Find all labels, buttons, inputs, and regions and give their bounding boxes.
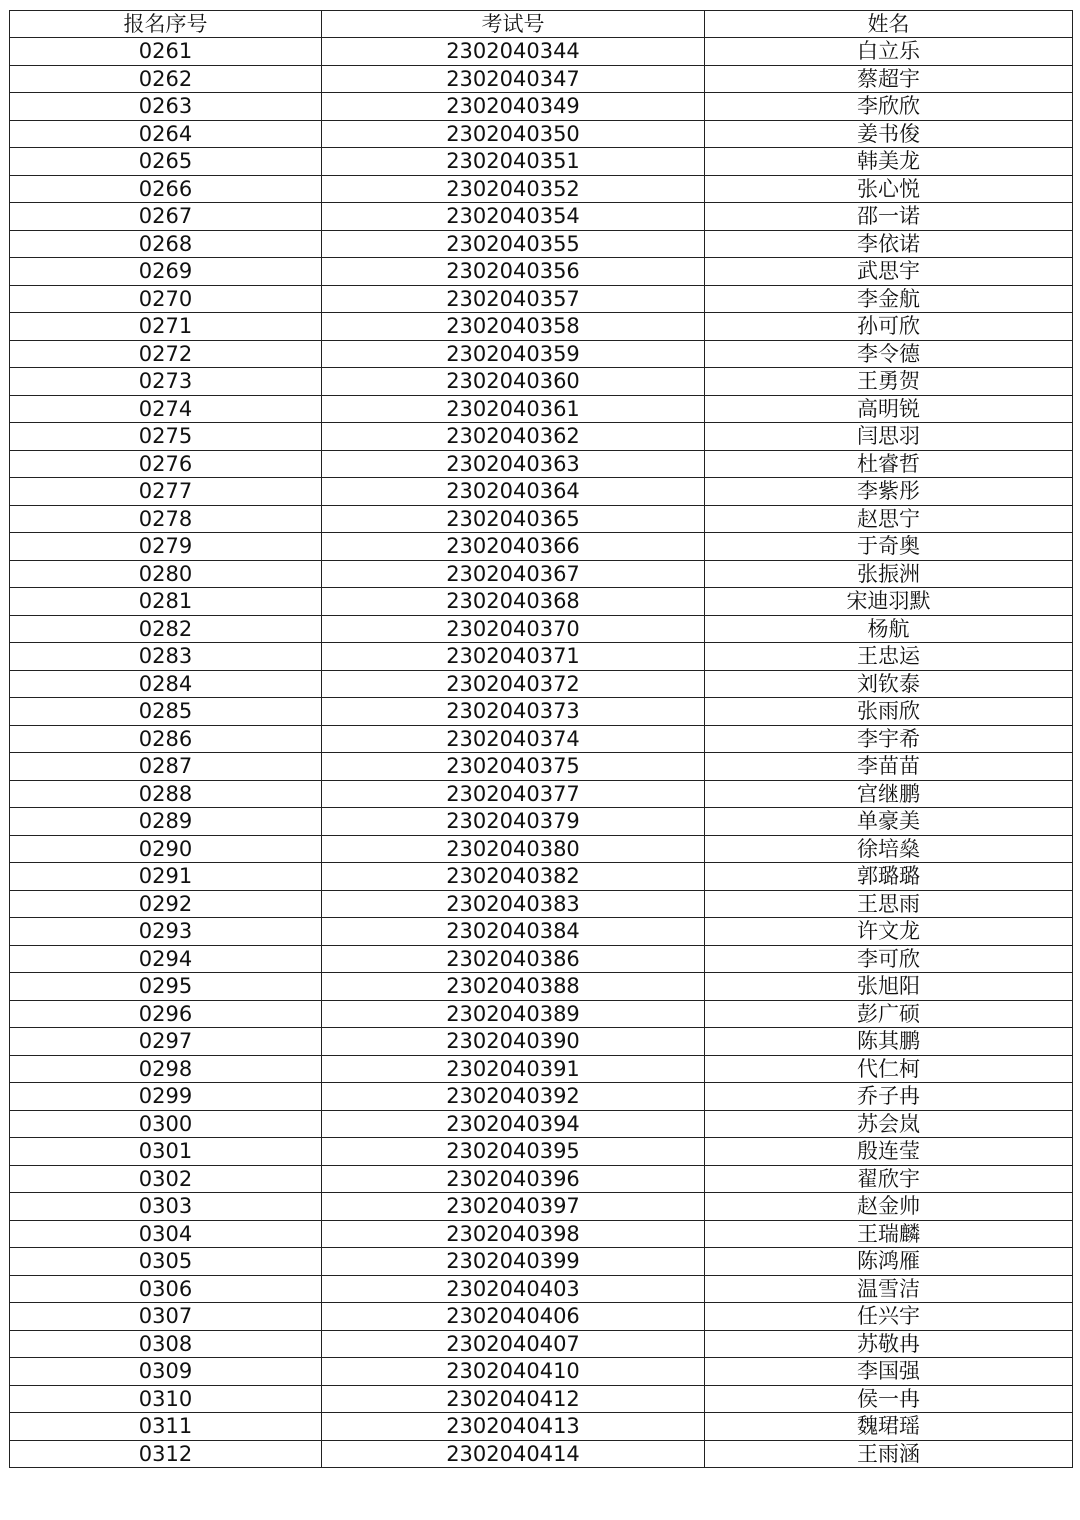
table-row — [10, 368, 1073, 396]
cell-name: 乔子冉 — [705, 1083, 1073, 1111]
table-row — [10, 1413, 1073, 1441]
table-row — [10, 945, 1073, 973]
table-row — [10, 1055, 1073, 1083]
table-row — [10, 313, 1073, 341]
table-row — [10, 1000, 1073, 1028]
cell-exam-number: 2302040398 — [322, 1220, 705, 1248]
cell-name: 王忠运 — [705, 643, 1073, 671]
column-header-name: 姓名 — [705, 11, 1073, 38]
table-row — [10, 65, 1073, 93]
cell-exam-number: 2302040363 — [322, 450, 705, 478]
cell-registration-number: 0287 — [10, 753, 322, 781]
cell-exam-number: 2302040403 — [322, 1275, 705, 1303]
cell-exam-number: 2302040384 — [322, 918, 705, 946]
cell-exam-number: 2302040377 — [322, 780, 705, 808]
cell-name: 陈其鹏 — [705, 1028, 1073, 1056]
cell-registration-number: 0307 — [10, 1303, 322, 1331]
cell-registration-number: 0306 — [10, 1275, 322, 1303]
cell-name: 李紫彤 — [705, 478, 1073, 506]
cell-exam-number: 2302040350 — [322, 120, 705, 148]
cell-name: 宫继鹏 — [705, 780, 1073, 808]
cell-exam-number: 2302040367 — [322, 560, 705, 588]
cell-exam-number: 2302040374 — [322, 725, 705, 753]
cell-exam-number: 2302040414 — [322, 1440, 705, 1468]
cell-registration-number: 0299 — [10, 1083, 322, 1111]
cell-registration-number: 0278 — [10, 505, 322, 533]
cell-registration-number: 0304 — [10, 1220, 322, 1248]
cell-exam-number: 2302040365 — [322, 505, 705, 533]
cell-name: 李苗苗 — [705, 753, 1073, 781]
cell-name: 闫思羽 — [705, 423, 1073, 451]
cell-name: 邵一诺 — [705, 203, 1073, 231]
cell-name: 高明锐 — [705, 395, 1073, 423]
cell-registration-number: 0293 — [10, 918, 322, 946]
table-row — [10, 753, 1073, 781]
cell-name: 李欣欣 — [705, 93, 1073, 121]
table-row — [10, 1275, 1073, 1303]
cell-exam-number: 2302040355 — [322, 230, 705, 258]
cell-name: 李可欣 — [705, 945, 1073, 973]
cell-name: 于奇奥 — [705, 533, 1073, 561]
table-row — [10, 1330, 1073, 1358]
cell-exam-number: 2302040351 — [322, 148, 705, 176]
cell-name: 张雨欣 — [705, 698, 1073, 726]
cell-registration-number: 0273 — [10, 368, 322, 396]
table-row — [10, 533, 1073, 561]
cell-name: 侯一冉 — [705, 1385, 1073, 1413]
table-row — [10, 93, 1073, 121]
cell-name: 徐培燊 — [705, 835, 1073, 863]
cell-name: 翟欣宇 — [705, 1165, 1073, 1193]
table-row — [10, 835, 1073, 863]
cell-registration-number: 0291 — [10, 863, 322, 891]
cell-registration-number: 0312 — [10, 1440, 322, 1468]
cell-name: 赵思宁 — [705, 505, 1073, 533]
cell-registration-number: 0296 — [10, 1000, 322, 1028]
cell-registration-number: 0280 — [10, 560, 322, 588]
cell-exam-number: 2302040389 — [322, 1000, 705, 1028]
cell-registration-number: 0301 — [10, 1138, 322, 1166]
cell-registration-number: 0272 — [10, 340, 322, 368]
cell-exam-number: 2302040361 — [322, 395, 705, 423]
cell-exam-number: 2302040396 — [322, 1165, 705, 1193]
cell-name: 苏会岚 — [705, 1110, 1073, 1138]
table-row — [10, 38, 1073, 66]
cell-exam-number: 2302040379 — [322, 808, 705, 836]
cell-registration-number: 0271 — [10, 313, 322, 341]
table-row — [10, 588, 1073, 616]
cell-name: 孙可欣 — [705, 313, 1073, 341]
cell-exam-number: 2302040364 — [322, 478, 705, 506]
cell-registration-number: 0261 — [10, 38, 322, 66]
cell-registration-number: 0285 — [10, 698, 322, 726]
cell-exam-number: 2302040410 — [322, 1358, 705, 1386]
cell-name: 代仁柯 — [705, 1055, 1073, 1083]
table-row — [10, 1165, 1073, 1193]
cell-exam-number: 2302040386 — [322, 945, 705, 973]
cell-name: 张心悦 — [705, 175, 1073, 203]
cell-registration-number: 0298 — [10, 1055, 322, 1083]
cell-exam-number: 2302040388 — [322, 973, 705, 1001]
table-row — [10, 918, 1073, 946]
cell-exam-number: 2302040375 — [322, 753, 705, 781]
cell-exam-number: 2302040407 — [322, 1330, 705, 1358]
cell-name: 韩美龙 — [705, 148, 1073, 176]
cell-name: 李国强 — [705, 1358, 1073, 1386]
cell-exam-number: 2302040360 — [322, 368, 705, 396]
cell-exam-number: 2302040371 — [322, 643, 705, 671]
table-row — [10, 1083, 1073, 1111]
cell-registration-number: 0292 — [10, 890, 322, 918]
cell-exam-number: 2302040391 — [322, 1055, 705, 1083]
cell-name: 李宇希 — [705, 725, 1073, 753]
cell-registration-number: 0310 — [10, 1385, 322, 1413]
table-row — [10, 1028, 1073, 1056]
cell-exam-number: 2302040352 — [322, 175, 705, 203]
cell-registration-number: 0274 — [10, 395, 322, 423]
cell-name: 杜睿哲 — [705, 450, 1073, 478]
table-body — [10, 38, 1073, 1468]
table-row — [10, 1385, 1073, 1413]
cell-exam-number: 2302040347 — [322, 65, 705, 93]
cell-name: 任兴宇 — [705, 1303, 1073, 1331]
table-row — [10, 808, 1073, 836]
column-header-registration-number: 报名序号 — [10, 11, 322, 38]
cell-name: 赵金帅 — [705, 1193, 1073, 1221]
cell-registration-number: 0309 — [10, 1358, 322, 1386]
cell-registration-number: 0262 — [10, 65, 322, 93]
cell-registration-number: 0290 — [10, 835, 322, 863]
cell-name: 彭广硕 — [705, 1000, 1073, 1028]
cell-registration-number: 0266 — [10, 175, 322, 203]
cell-name: 蔡超宇 — [705, 65, 1073, 93]
cell-exam-number: 2302040368 — [322, 588, 705, 616]
cell-registration-number: 0264 — [10, 120, 322, 148]
cell-registration-number: 0295 — [10, 973, 322, 1001]
cell-registration-number: 0284 — [10, 670, 322, 698]
table-row — [10, 1193, 1073, 1221]
cell-name: 武思宇 — [705, 258, 1073, 286]
cell-name: 王瑞麟 — [705, 1220, 1073, 1248]
table-row — [10, 1303, 1073, 1331]
table-row — [10, 505, 1073, 533]
cell-name: 王思雨 — [705, 890, 1073, 918]
cell-registration-number: 0286 — [10, 725, 322, 753]
cell-registration-number: 0308 — [10, 1330, 322, 1358]
table-row — [10, 1138, 1073, 1166]
table-row — [10, 698, 1073, 726]
table-row — [10, 423, 1073, 451]
table-row — [10, 258, 1073, 286]
cell-exam-number: 2302040366 — [322, 533, 705, 561]
cell-registration-number: 0268 — [10, 230, 322, 258]
cell-name: 姜书俊 — [705, 120, 1073, 148]
table-row — [10, 670, 1073, 698]
cell-registration-number: 0294 — [10, 945, 322, 973]
cell-exam-number: 2302040354 — [322, 203, 705, 231]
table-row — [10, 175, 1073, 203]
cell-name: 郭璐璐 — [705, 863, 1073, 891]
cell-registration-number: 0303 — [10, 1193, 322, 1221]
cell-exam-number: 2302040394 — [322, 1110, 705, 1138]
cell-exam-number: 2302040395 — [322, 1138, 705, 1166]
cell-exam-number: 2302040399 — [322, 1248, 705, 1276]
cell-exam-number: 2302040349 — [322, 93, 705, 121]
cell-name: 王雨涵 — [705, 1440, 1073, 1468]
table-row — [10, 973, 1073, 1001]
cell-registration-number: 0305 — [10, 1248, 322, 1276]
table-row — [10, 148, 1073, 176]
cell-registration-number: 0289 — [10, 808, 322, 836]
column-header-exam-number: 考试号 — [322, 11, 705, 38]
table-row — [10, 643, 1073, 671]
cell-registration-number: 0276 — [10, 450, 322, 478]
table-row — [10, 1110, 1073, 1138]
table-row — [10, 230, 1073, 258]
cell-exam-number: 2302040357 — [322, 285, 705, 313]
cell-registration-number: 0269 — [10, 258, 322, 286]
cell-exam-number: 2302040359 — [322, 340, 705, 368]
table-row — [10, 450, 1073, 478]
cell-name: 魏珺瑶 — [705, 1413, 1073, 1441]
cell-registration-number: 0263 — [10, 93, 322, 121]
table-row — [10, 725, 1073, 753]
cell-registration-number: 0302 — [10, 1165, 322, 1193]
cell-registration-number: 0270 — [10, 285, 322, 313]
cell-registration-number: 0279 — [10, 533, 322, 561]
cell-name: 单豪美 — [705, 808, 1073, 836]
cell-exam-number: 2302040380 — [322, 835, 705, 863]
table-row — [10, 780, 1073, 808]
cell-name: 刘钦泰 — [705, 670, 1073, 698]
admission-list-sheet — [9, 10, 1072, 1468]
table-row — [10, 285, 1073, 313]
cell-exam-number: 2302040383 — [322, 890, 705, 918]
cell-name: 李金航 — [705, 285, 1073, 313]
table-row — [10, 478, 1073, 506]
cell-name: 温雪洁 — [705, 1275, 1073, 1303]
table-row — [10, 395, 1073, 423]
cell-registration-number: 0267 — [10, 203, 322, 231]
table-row — [10, 340, 1073, 368]
table-row — [10, 120, 1073, 148]
cell-name: 张旭阳 — [705, 973, 1073, 1001]
cell-name: 许文龙 — [705, 918, 1073, 946]
cell-exam-number: 2302040390 — [322, 1028, 705, 1056]
cell-exam-number: 2302040372 — [322, 670, 705, 698]
table-row — [10, 890, 1073, 918]
cell-exam-number: 2302040373 — [322, 698, 705, 726]
table-row — [10, 1358, 1073, 1386]
table-header-row — [10, 11, 1073, 38]
cell-name: 王勇贺 — [705, 368, 1073, 396]
cell-exam-number: 2302040356 — [322, 258, 705, 286]
cell-registration-number: 0277 — [10, 478, 322, 506]
cell-name: 苏敬冉 — [705, 1330, 1073, 1358]
table-row — [10, 1440, 1073, 1468]
cell-registration-number: 0281 — [10, 588, 322, 616]
cell-exam-number: 2302040362 — [322, 423, 705, 451]
table-row — [10, 203, 1073, 231]
table-row — [10, 615, 1073, 643]
cell-name: 杨航 — [705, 615, 1073, 643]
table-row — [10, 1220, 1073, 1248]
cell-registration-number: 0265 — [10, 148, 322, 176]
cell-registration-number: 0288 — [10, 780, 322, 808]
cell-exam-number: 2302040392 — [322, 1083, 705, 1111]
cell-name: 张振洲 — [705, 560, 1073, 588]
cell-exam-number: 2302040406 — [322, 1303, 705, 1331]
cell-exam-number: 2302040413 — [322, 1413, 705, 1441]
cell-exam-number: 2302040382 — [322, 863, 705, 891]
cell-registration-number: 0283 — [10, 643, 322, 671]
cell-exam-number: 2302040358 — [322, 313, 705, 341]
admission-list-table — [9, 10, 1073, 1468]
cell-registration-number: 0297 — [10, 1028, 322, 1056]
cell-name: 李令德 — [705, 340, 1073, 368]
cell-name: 陈鸿雁 — [705, 1248, 1073, 1276]
cell-exam-number: 2302040397 — [322, 1193, 705, 1221]
cell-exam-number: 2302040370 — [322, 615, 705, 643]
cell-name: 宋迪羽默 — [705, 588, 1073, 616]
cell-name: 李依诺 — [705, 230, 1073, 258]
cell-registration-number: 0311 — [10, 1413, 322, 1441]
cell-name: 白立乐 — [705, 38, 1073, 66]
table-row — [10, 1248, 1073, 1276]
cell-exam-number: 2302040412 — [322, 1385, 705, 1413]
table-row — [10, 560, 1073, 588]
cell-registration-number: 0282 — [10, 615, 322, 643]
cell-name: 殷连莹 — [705, 1138, 1073, 1166]
cell-registration-number: 0300 — [10, 1110, 322, 1138]
cell-exam-number: 2302040344 — [322, 38, 705, 66]
table-row — [10, 863, 1073, 891]
cell-registration-number: 0275 — [10, 423, 322, 451]
